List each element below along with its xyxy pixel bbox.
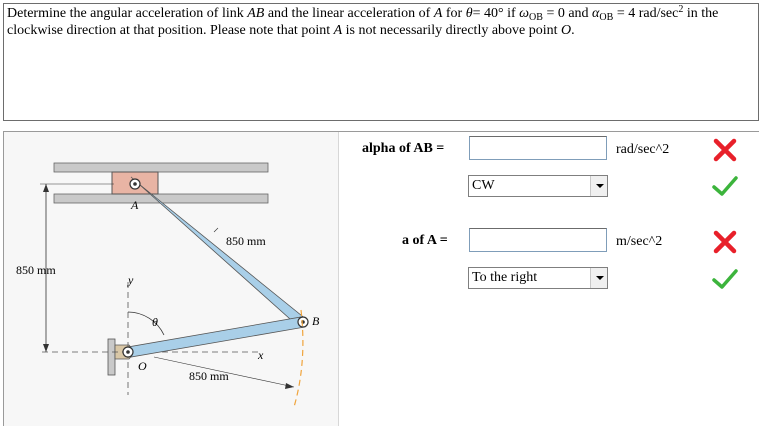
- ground-support: [108, 339, 115, 375]
- question-text: Determine the angular acceleration of link AB and the linear acceleration of A for θ= 40° if $\omega_{OB} = 0$ and $\alpha_{OB} = 4$ rad/$\sec^2$ in the clockwise direction at that position. Please note that point A is not necessarily directly above point O.: [3, 3, 759, 121]
- label-a: A: [131, 198, 139, 212]
- a-of-a-direction-correct-icon: [711, 265, 739, 293]
- pin-a-center: [133, 182, 137, 186]
- label-o: O: [138, 359, 147, 373]
- a-of-a-label: a of A =: [402, 233, 448, 248]
- alpha-ab-incorrect-icon: [711, 136, 739, 164]
- ob-dim-arrow: [285, 383, 294, 389]
- a-of-a-direction-value: To the right: [472, 270, 538, 285]
- alpha-ab-direction-correct-icon: [711, 172, 739, 200]
- pin-o-center: [126, 350, 130, 354]
- alpha-ab-direction-value: CW: [472, 178, 495, 193]
- mechanism-diagram: [4, 132, 338, 426]
- upper-guide-rail: [54, 163, 268, 172]
- mechanism-figure: [4, 132, 339, 426]
- chevron-down-icon[interactable]: [590, 176, 607, 196]
- dim-height-label: 850 mm: [16, 263, 56, 277]
- theta-arc: [128, 312, 164, 335]
- alpha-ab-label: alpha of AB =: [362, 141, 445, 156]
- a-of-a-unit: m/sec^2: [616, 234, 663, 249]
- dim-ab-label: 850 mm: [226, 234, 266, 248]
- label-theta: θ: [152, 315, 158, 329]
- alpha-ab-unit: rad/sec^2: [616, 142, 670, 157]
- label-x: x: [258, 348, 264, 362]
- a-of-a-input[interactable]: [469, 228, 607, 252]
- alpha-ab-direction-select[interactable]: [468, 175, 608, 197]
- height-dim-arrow-top: [43, 184, 49, 192]
- ab-dim-tick: [214, 228, 218, 232]
- alpha-ab-input[interactable]: [469, 136, 607, 160]
- answer-panel: [3, 131, 759, 426]
- a-of-a-direction-select[interactable]: [468, 267, 608, 289]
- chevron-down-icon[interactable]: [590, 268, 607, 288]
- label-b: B: [312, 314, 320, 328]
- a-of-a-incorrect-icon: [711, 228, 739, 256]
- label-y: y: [128, 273, 134, 287]
- dim-ob-label: 850 mm: [189, 369, 229, 383]
- height-dim-arrow-bottom: [43, 344, 49, 352]
